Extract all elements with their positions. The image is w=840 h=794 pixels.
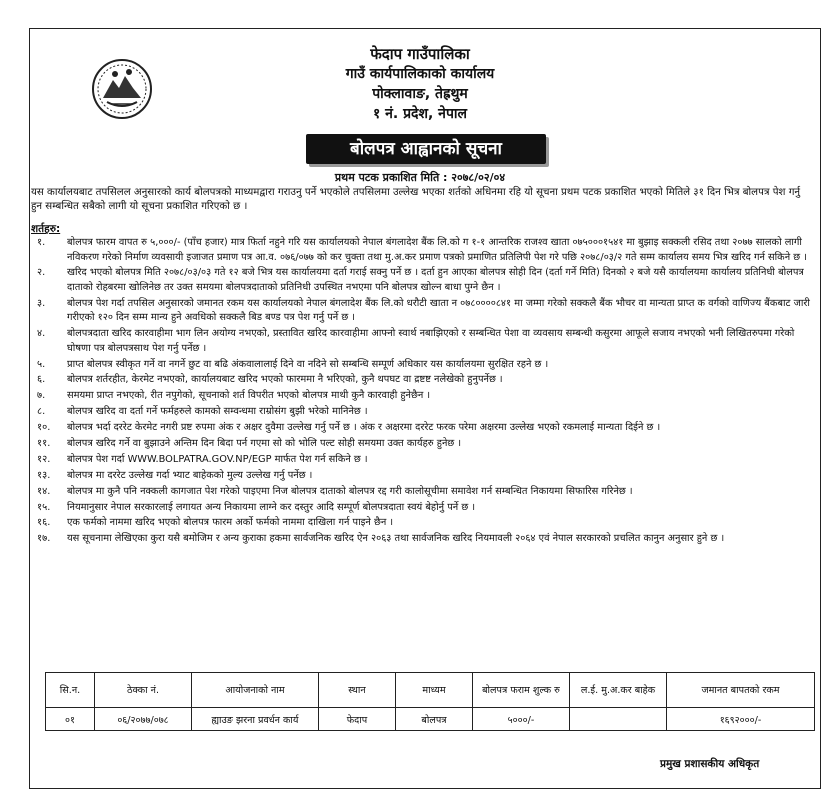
condition-text: खरिद भएको बोलपत्र मिति २०७८/०३/०३ गते १२ बजे भित्र यस कार्यालयमा दर्ता गराई सक्नु पर्ने छ । दर्ता हुन आएका बोलपत्र सोही दिन (दर्ता गर्ने मिति) दिनको २ बजे यसै कार्यालयमा कार्यालय प्रतिनिधी बोलपत्र दाताको रोहबरमा खोलिनेछ तर उक्त समयमा बोलपत्रदाताको प्रतिनिधी उपस्थित नभएमा पनि बोलपत्र खोल्न बाधा पुग्ने छैन । [67,267,804,293]
condition-item [31,266,813,295]
condition-item [31,389,813,404]
condition-text: बोलपत्र खरिद वा दर्ता गर्ने फर्महरुले कामको सम्वन्धमा राम्रोसंग बुझी भरेको मानिनेछ । [67,406,368,418]
condition-item [31,469,813,484]
condition-number: १५. [37,501,51,513]
condition-text: समयमा प्राप्त नभएको, रीत नपुगेको, सूचनाको शर्त विपरीत भएको बोलपत्र माथी कुनै कारवाही हुनेछैन । [67,390,431,402]
publish-date: प्रथम पटक प्रकाशित मिति : २०७८/०२/०४ [334,171,506,184]
table-cell: फेदाप [319,708,396,731]
column-header: ल.ई. मु.अ.कर बाहेक [570,673,667,708]
condition-item [31,421,813,436]
condition-text: प्राप्त बोलपत्र स्वीकृत गर्ने वा नगर्ने छुट वा बढि अंकवालालाई दिने वा नदिने सो सम्बन्धि सम्पूर्ण अधिकार यस कार्यालयमा सुरक्षित रहने छ । [67,358,549,370]
condition-text: बोलपत्र भर्दा दररेट केरमेट नगरी प्रष्ट रुपमा अंक र अक्षर दुवैमा उल्लेख गर्नु पर्ने छ । अंक र अक्षरमा दररेट फरक परेमा अक्षरमा उल्लेख भएको रकमलाई मान्यता दिईने छ । [67,422,661,434]
table-cell: बोलपत्र [396,708,473,731]
condition-number: २. [37,267,46,279]
condition-number: ५. [37,358,46,370]
condition-item [31,453,813,468]
condition-item [31,437,813,452]
table-header-row [46,673,815,708]
condition-item [31,485,813,500]
intro-paragraph: यस कार्यालयबाट तपसिलल अनुसारको कार्य बोलपत्रको माध्यमद्वारा गराउनु पर्ने भएकोले तपसिलमा उल्लेख भएका शर्तको अधिनमा रहि यो सूचना प्रथम पटक प्रकाशित भएको मितिले ३१ दिन भित्र बोलपत्र पेश गर्नु हुन सम्बन्धित सबैको लागी यो सूचना प्रकाशित गरिएको छ । [31,187,801,212]
table-cell: ०१ [46,708,95,731]
conditions-list [31,236,813,548]
tender-table [45,672,815,731]
condition-text: एक फर्मको नाममा खरिद भएको बोलपत्र फारम अर्को फर्मको नाममा दाखिला गर्न पाइने छैन । [67,517,394,529]
condition-text: बोलपत्र शर्तरहीत, केरमेट नभएको, कार्यालयबाट खरिद भएको फारममा नै भरिएको, कुनै थपघट वा द्रष्टष्ट नलेखेको हुनुपर्नेछ । [67,374,503,386]
condition-item [31,373,813,388]
condition-number: ३. [37,297,46,309]
table-row [46,708,815,731]
condition-text: बोलपत्र फारम वापत रु ५,०००/- (पाँच हजार) मात्र फिर्ता नहुने गरि यस कार्यालयको नेपाल बंगलादेश बैंक लि.को ग १-१ आन्तरिक राजश्व खाता ०७५०००१५४१ मा बुझाइ सक्कली रसिद तथा २०७७ सालको लागी नविकरण गरेको निर्माण व्यवसायी इजाजत प्रमाण पत्र आ.व. ०७६/०७७ को कर चुक्ता तथा मु.अ.कर प्रमाण पत्रको प्रमाणित प्रतिलिपी पेश गरे पछि २०७८/०३/२ गते सम्म कार्यालय समय भित्र खरिद गर्न सकिने छ । [67,237,807,263]
condition-text: बोलपत्रदाता खरिद कारवाहीमा भाग लिन अयोग्य नभएको, प्रस्तावित खरिद कारवाहीमा आफ्नो स्वार्थ नबाझिएको र सम्बन्धित पेशा वा व्यवसाय सम्बन्धी कसुरमा आफूले सजाय नभएको भनी लिखितरुपमा गरेको घोषणा पत्र बोलपत्रसाथ पेश गर्नु पर्नेछ । [67,328,795,354]
condition-number: १२. [37,453,51,465]
condition-text: बोलपत्र पेश गर्दा WWW.BOLPATRA.GOV.NP/EGP मार्फत पेश गर्न सकिने छ । [67,453,368,465]
condition-number: १०. [37,422,51,434]
column-header: आयोजनाको नाम [192,673,319,708]
office-subtitle: गाउँ कार्यपालिकाको कार्यालय [345,66,495,82]
condition-item [31,501,813,516]
condition-item [31,297,813,326]
column-header: जमानत बापतको रकम [667,673,815,708]
signatory-title: प्रमुख प्रशासकीय अधिकृत [660,758,760,770]
column-header: ठेक्का नं. [95,673,192,708]
column-header: माध्यम [396,673,473,708]
table-cell [570,708,667,731]
condition-number: १७. [37,533,51,545]
condition-number: ४. [37,328,46,340]
table-cell: ०६/२०७७/०७८ [95,708,192,731]
condition-number: ८. [37,406,46,418]
conditions-title: शर्तहरु: [31,223,61,235]
office-name: फेदाप गाउँपालिका [370,45,470,63]
condition-number: ७. [37,390,46,402]
condition-item [31,516,813,531]
condition-text: बोलपत्र मा कुनै पनि नक्कली कागजात पेश गरेको पाइएमा निज बोलपत्र दाताको बोलपत्र रद्द गरी कालोसूचीमा समावेश गर्न सम्बन्धित निकायमा सिफारिस गरिनेछ । [67,485,633,497]
column-header: बोलपत्र फराम शुल्क रु [473,673,570,708]
office-address: पोक्लावाङ, तेह्रथुम [372,86,468,102]
condition-number: ६. [37,374,46,386]
condition-number: १६. [37,517,51,529]
condition-item [31,405,813,420]
condition-number: १४. [37,485,51,497]
condition-text: बोलपत्र खरिद गर्ने वा बुझाउने अन्तिम दिन बिदा पर्न गएमा सो को भोलि पल्ट सोही समयमा उक्त कार्यहरु हुनेछ । [67,438,462,450]
condition-item [31,358,813,373]
table-cell: १६९२०००/- [667,708,815,731]
condition-text: बोलपत्र पेश गर्दा तपसिल अनुसारको जमानत रकम यस कार्यालयको नेपाल बंगलादेश बैंक लि.को धरौटी खाता न ०७८००००८४१ मा जम्मा गरेको सक्कलै बैंक भौचर वा मान्यता प्राप्त क वर्गको वाणिज्य बैंकबाट जारी गरीएको १२० दिन सम्म मान्य हुने अवधिको सक्कलै बिड बण्ड पत्र पेश गर्नु पर्ने छ । [67,297,810,324]
table-cell: ह्याउङ झरना प्रवर्धन कार्य [192,708,319,731]
column-header: स्थान [319,673,396,708]
condition-number: ११. [37,438,51,450]
condition-text: बोलपत्र मा दररेट उल्लेख गर्दा भ्याट बाहेकको मुल्य उल्लेख गर्नु पर्नेछ । [67,469,313,481]
condition-item [31,327,813,356]
condition-item [31,236,813,265]
office-province: १ नं. प्रदेश, नेपाल [372,106,468,122]
condition-number: १. [37,237,46,248]
condition-item [31,532,813,547]
condition-text: नियमानुसार नेपाल सरकारलाई लगायत अन्य निकायमा लाग्ने कर दस्तुर आदि सम्पूर्ण बोलपत्रदाता स्वयं बेहोर्नु पर्ने छ । [67,501,476,513]
condition-number: १३. [37,469,51,481]
condition-text: यस सूचनामा लेखिएका कुरा यसै बमोजिम र अन्य कुराका हकमा सार्वजनिक खरिद ऐन २०६३ तथा सार्वजनिक खरिद नियमावली २०६४ एवं नेपाल सरकारको प्रचलित कानुन अनुसार हुने छ । [67,533,725,545]
column-header: सि.न. [46,673,95,708]
notice-title-banner: बोलपत्र आह्वानको सूचना [306,134,546,164]
table-cell: ५०००/- [473,708,570,731]
